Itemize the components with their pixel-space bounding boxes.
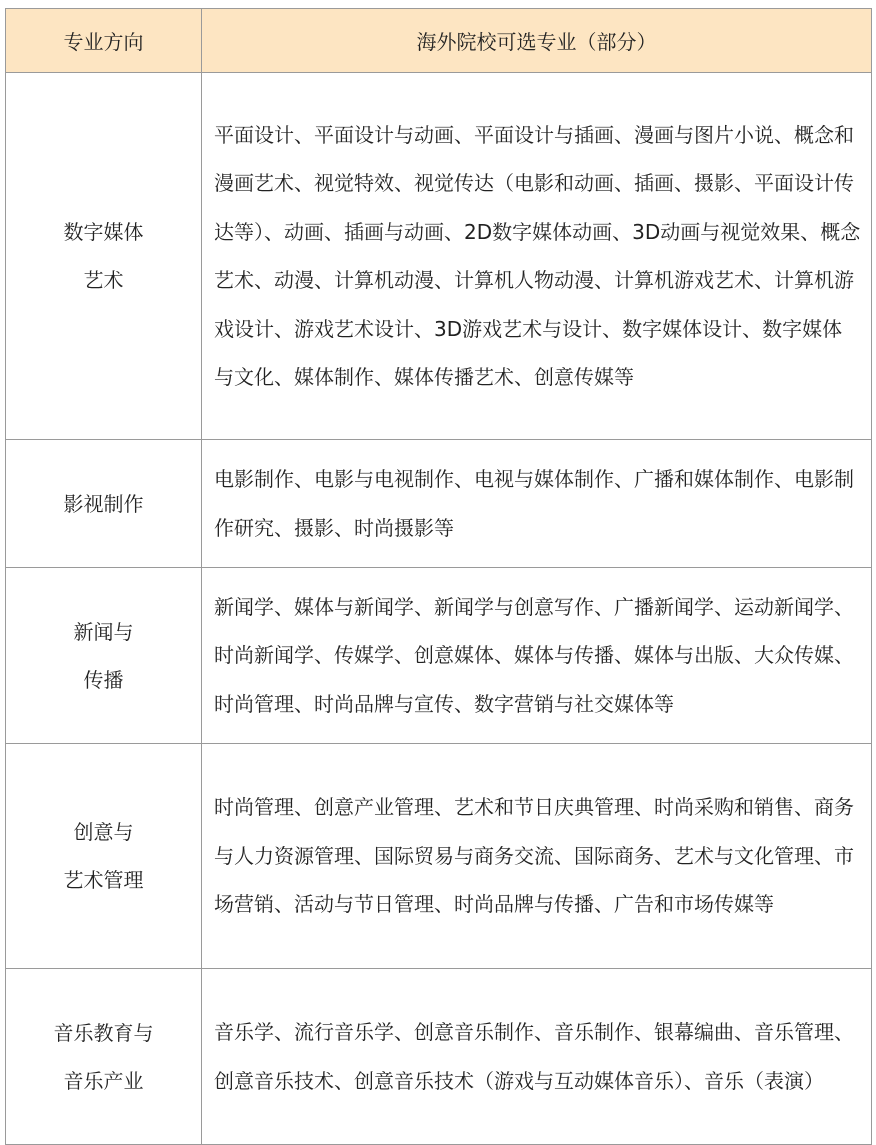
direction-cell: [6, 969, 202, 1145]
majors-cell: 音乐学、流行音乐学、创意音乐制作、音乐制作、银幕编曲、音乐管理、创意音乐技术、创意音乐技术（游戏与互动媒体音乐）、音乐（表演）: [202, 969, 872, 1145]
direction-cell: [6, 744, 202, 969]
direction-line: 音乐教育与: [53, 1020, 154, 1045]
majors-cell: 平面设计、平面设计与动画、平面设计与插画、漫画与图片小说、概念和漫画艺术、视觉特效、视觉传达（电影和动画、插画、摄影、平面设计传达等）、动画、插画与动画、2D数字媒体动画、3D动画与视觉效果、概念艺术、动漫、计算机动漫、计算机人物动漫、计算机游戏艺术、计算机游戏设计、游戏艺术设计、3D游戏艺术与设计、数字媒体设计、数字媒体与文化、媒体制作、媒体传播艺术、创意传媒等: [202, 73, 872, 440]
direction-cell: [6, 73, 202, 440]
direction-line: 新闻与: [73, 619, 134, 644]
table-row: [6, 73, 872, 440]
direction-line: 音乐产业: [63, 1068, 144, 1093]
direction-line: 影视制作: [63, 491, 144, 516]
table-row: [6, 744, 872, 969]
direction-line: 艺术: [83, 268, 124, 292]
table-row: [6, 969, 872, 1145]
majors-cell: 时尚管理、创意产业管理、艺术和节日庆典管理、时尚采购和销售、商务与人力资源管理、国际贸易与商务交流、国际商务、艺术与文化管理、市场营销、活动与节日管理、时尚品牌与传播、广告和市场传媒等: [202, 744, 872, 969]
table-header-row: [6, 9, 872, 73]
majors-table: [5, 8, 872, 1145]
majors-cell: 电影制作、电影与电视制作、电视与媒体制作、广播和媒体制作、电影制作研究、摄影、时尚摄影等: [202, 440, 872, 568]
majors-cell: 新闻学、媒体与新闻学、新闻学与创意写作、广播新闻学、运动新闻学、时尚新闻学、传媒学、创意媒体、媒体与传播、媒体与出版、大众传媒、时尚管理、时尚品牌与宣传、数字营销与社交媒体等: [202, 568, 872, 744]
direction-cell: [6, 440, 202, 568]
direction-line: 艺术管理: [63, 868, 144, 892]
header-direction: 专业方向: [6, 9, 202, 73]
direction-line: 创意与: [73, 820, 134, 844]
direction-line: 传播: [83, 667, 124, 692]
majors-table-container: [5, 8, 871, 1145]
direction-line: 数字媒体: [63, 220, 144, 244]
table-row: [6, 568, 872, 744]
header-majors: 海外院校可选专业（部分）: [202, 9, 872, 73]
table-row: [6, 440, 872, 568]
direction-cell: [6, 568, 202, 744]
